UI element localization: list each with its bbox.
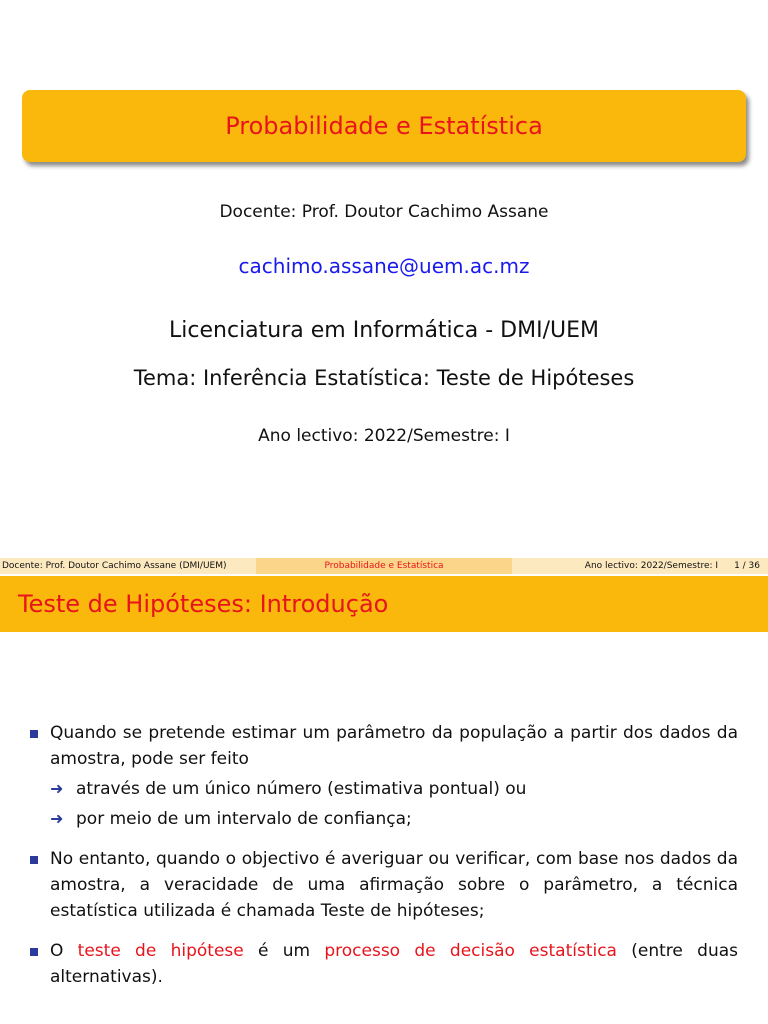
arrow-bullet-icon: ➜ bbox=[50, 809, 64, 828]
frame-content bbox=[0, 720, 768, 990]
presentation-title: Probabilidade e Estatística bbox=[225, 112, 543, 140]
bullet-text-a: O bbox=[50, 941, 64, 961]
sub-list-item bbox=[0, 776, 768, 802]
sub-list-item bbox=[0, 806, 768, 832]
sub-bullet-text: através de um único número (estimativa pontual) ou bbox=[76, 779, 527, 799]
bullet-text-c: é um bbox=[258, 941, 311, 961]
title-banner bbox=[22, 90, 746, 162]
frame-title: Teste de Hipóteses: Introdução bbox=[18, 590, 389, 618]
list-item bbox=[0, 720, 768, 772]
footer-page-number: 1 / 36 bbox=[734, 561, 760, 571]
frame-header bbox=[0, 576, 768, 632]
arrow-bullet-icon: ➜ bbox=[50, 779, 64, 798]
square-bullet-icon bbox=[30, 948, 38, 956]
footer-title: Probabilidade e Estatística bbox=[256, 558, 512, 574]
footer-year: Ano lectivo: 2022/Semestre: I bbox=[584, 561, 719, 571]
course-line: Licenciatura em Informática - DMI/UEM bbox=[169, 318, 599, 343]
highlight-term: teste de hipótese bbox=[77, 941, 244, 961]
footer-author: Docente: Prof. Doutor Cachimo Assane (DMI/UEM) bbox=[0, 558, 256, 574]
year-line: Ano lectivo: 2022/Semestre: I bbox=[258, 426, 510, 446]
list-item bbox=[0, 846, 768, 924]
email-link[interactable]: cachimo.assane@uem.ac.mz bbox=[238, 254, 530, 278]
bullet-text-e: (entre duas alternativas). bbox=[50, 941, 738, 987]
sub-bullet-text: por meio de um intervalo de confiança; bbox=[76, 809, 412, 829]
square-bullet-icon bbox=[30, 856, 38, 864]
slide-footer bbox=[0, 558, 768, 574]
highlight-term: processo de decisão estatística bbox=[324, 941, 617, 961]
topic-line: Tema: Inferência Estatística: Teste de Hipóteses bbox=[133, 366, 635, 390]
footer-right bbox=[512, 558, 768, 574]
list-item bbox=[0, 938, 768, 990]
bullet-text: Quando se pretende estimar um parâmetro da população a partir dos dados da amostra, pode ser feito bbox=[50, 723, 738, 769]
square-bullet-icon bbox=[30, 730, 38, 738]
bullet-text: No entanto, quando o objectivo é averiguar ou verificar, com base nos dados da amostra, a veracidade de uma afirmação sobre o parâmetro, a técnica estatística utilizada é chamada Teste de hipóteses; bbox=[50, 849, 738, 921]
lecturer-line: Docente: Prof. Doutor Cachimo Assane bbox=[219, 202, 549, 222]
